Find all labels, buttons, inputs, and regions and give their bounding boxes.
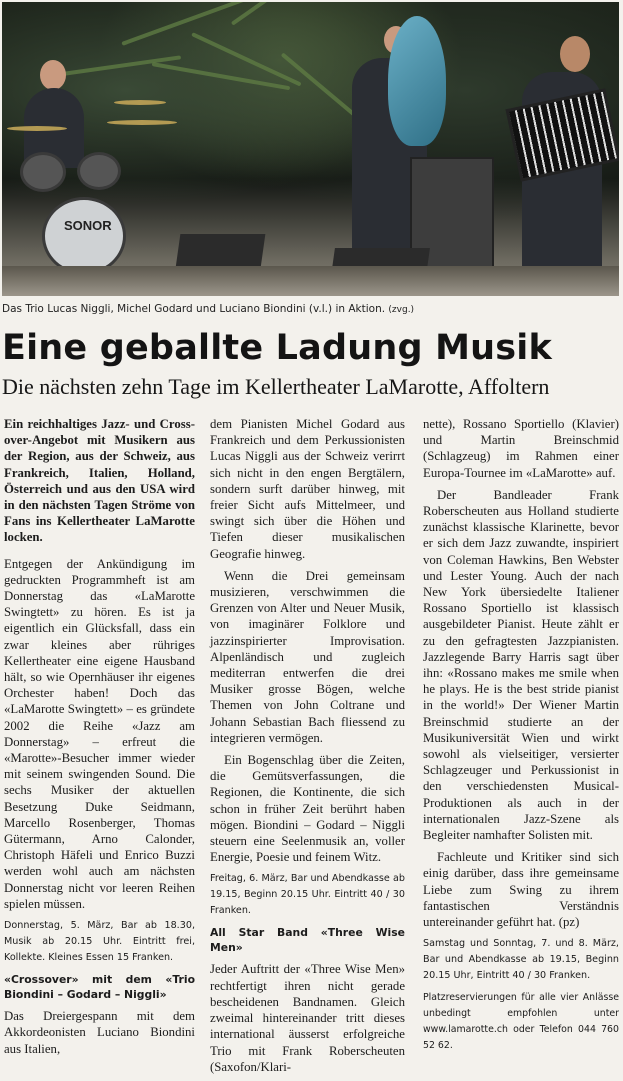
subtitle: Die nächsten zehn Tage im Kellertheater LaMarotte, Affoltern (2, 374, 550, 399)
lead-paragraph: Ein reichhaltiges Jazz- und Cross-over-Angebot mit Musikern aus der Region, aus der Schweiz, aus Frankreich, Italien, Holland, Österreich und aus den USA wird in den nächsten Tagen Ströme von Fans ins Kellertheater LaMarotte locken. (4, 417, 195, 545)
body-paragraph: Fachleute und Kritiker sind sich einig darüber, dass ihre gemeinsame Liebe zum Swing zu ihrem fantastischen Verständnis untereinander geführt hat. (pz) (423, 850, 619, 930)
event-info: Samstag und Sonntag, 7. und 8. März, Bar und Abendkasse ab 19.15, Beginn 20.15 Uhr, Eintritt 40 / 30 Franken. (423, 938, 619, 982)
caption-source: (zvg.) (388, 305, 415, 315)
drum-brand-logo: SONOR (64, 218, 112, 233)
article-column-2 (210, 416, 405, 1081)
section-heading: All Star Band «Three Wise Men» (210, 926, 405, 955)
section-heading: «Crossover» mit dem «Trio Biondini – Godard – Niggli» (4, 973, 195, 1002)
photo-caption (2, 303, 414, 315)
body-paragraph: Jeder Auftritt der «Three Wise Men» rechtfertigt ihren nicht gerade bescheidenen Bandnamen. Gleich zweimal hintereinander tritt dieses international äusserst erfolgreiche Trio mit Frank Roberscheuten (Saxofon/Klari- (210, 962, 405, 1074)
reservation-info: Platzreservierungen für alle vier Anlässe unbedingt empfohlen unter www.lamarotte.ch oder Telefon 044 760 52 62. (423, 992, 619, 1052)
article-column-3 (423, 416, 619, 1060)
concert-photo (2, 2, 619, 296)
body-paragraph: dem Pianisten Michel Godard aus Frankreich und dem Perkussionisten Lucas Niggli aus der Schweiz verirrt sich nicht in den engen Bergtälern, sondern surft darüber hinweg, mit freier Sicht aufs Mittelmeer, und swingt sich über die Höhen und Tiefen dieser musikalischen Geografie hinweg. (210, 417, 405, 561)
event-info: Donnerstag, 5. März, Bar ab 18.30, Musik ab 20.15 Uhr. Eintritt frei, Kollekte. Kleines Essen 15 Franken. (4, 920, 195, 964)
caption-text: Das Trio Lucas Niggli, Michel Godard und Luciano Biondini (v.l.) in Aktion. (2, 303, 386, 315)
body-paragraph: Der Bandleader Frank Roberscheuten aus Holland studierte zunächst klassische Klarinette, bevor er sich dem Jazz zuwandte, inspiriert von Coleman Hawkins, Ben Webster und Lester Young. Auch der nach New York übersiedelte Italiener Rossano Sportiello ist klassisch ausgebildeter Pianist. Heute zählt er zu den gefragtesten Jazzpianisten. Jazzlegende Barry Harris sagt über ihn: «Rossano makes me smile when he plays. He is the best stride pianist in the world!» Der Wiener Martin Breinschmid studierte an der Musikuniversität Wien und wirkt sowohl als vielseitiger, versierter Schlagzeuger und Perkussionist in den verschiedensten Musical-Produktionen als auch in der internationalen Jazz-Szene als Begleiter namhafter Solisten mit. (423, 487, 619, 843)
body-paragraph: Wenn die Drei gemeinsam musizieren, verschwimmen die Grenzen von Alter und Neuer Musik, von imaginärer Folklore und jazzinspirierter Improvisation. Alpenländisch und zugleich mediterran entwerfen die drei Musiker grosse Bögen, welche Themen von John Coltrane und Johann Sebastian Bach fliessend zu integrieren vermögen. (210, 568, 405, 745)
article-column-1 (4, 416, 195, 1063)
event-info: Freitag, 6. März, Bar und Abendkasse ab 19.15, Beginn 20.15 Uhr. Eintritt 40 / 30 Franken. (210, 873, 405, 917)
headline: Eine geballte Ladung Musik (2, 328, 552, 368)
body-paragraph: Das Dreiergespann mit dem Akkordeonisten Luciano Biondini aus Italien, (4, 1009, 195, 1056)
body-paragraph: nette), Rossano Sportiello (Klavier) und Martin Breinschmid (Schlagzeug) im Rahmen einer Europa-Tournee im «LaMarotte» auf. (423, 417, 619, 480)
body-paragraph: Ein Bogenschlag über die Zeiten, die Gemütsverfassungen, die Regionen, die Kontinente, die sich schon in früher Zeit berührt haben mögen. Biondini – Godard – Niggli steuern eine Seelenmusik an, voller Energie, Poesie und feinem Witz. (210, 753, 405, 865)
body-paragraph: Entgegen der Ankündigung im gedruckten Programmheft ist am Donnerstag das «LaMarotte Swingtett» zu hören. Es ist ja eigentlich ein Glücksfall, dass ein zwar kleines aber rühriges Kellertheater eine eigene Hausband hält, so wie Opernhäuser ihr eigenes Orchester haben! Doch das «LaMarotte Swingtett» – es gründete 2002 die Reihe «Jazz am Donnerstag» – erfreut die «Marotte»-Besucher immer wieder mit seinem swingenden Sound. Die sechs Musiker der aktuellen Besetzung Duke Seidmann, Marcello Rosenberger, Thomas Gütermann, Arno Calonder, Christoph Häfeli und Enrico Buzzi werden wohl auch am nächsten Donnerstag nicht vor leeren Reihen spielen müssen. (4, 556, 195, 911)
